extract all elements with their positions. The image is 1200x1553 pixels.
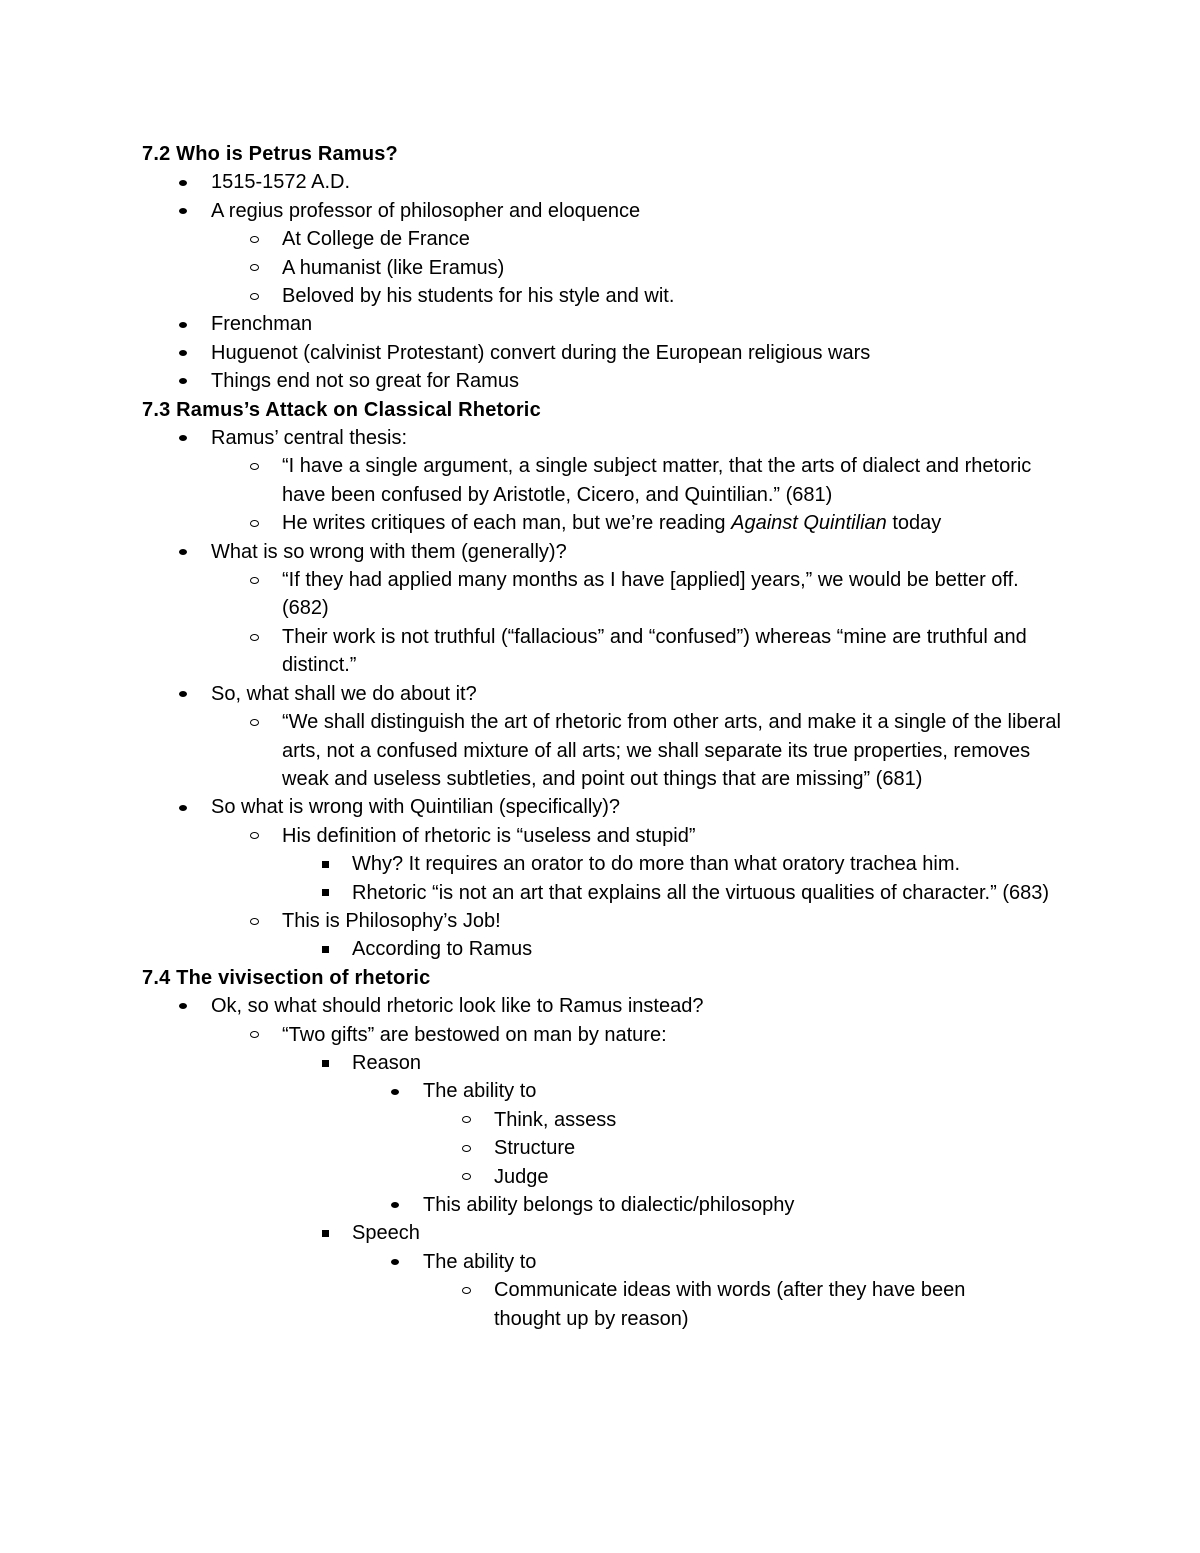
disc-bullet-icon — [176, 367, 190, 395]
list-item — [142, 310, 1072, 338]
list-item — [142, 935, 1072, 963]
list-item — [142, 1248, 1072, 1276]
list-item — [142, 907, 1072, 935]
list-item — [142, 992, 1072, 1020]
list-item — [142, 424, 1072, 452]
disc-bullet-icon — [176, 992, 190, 1020]
list-item — [142, 566, 1062, 623]
circle-bullet-icon — [459, 1163, 473, 1191]
list-item — [142, 850, 1072, 878]
list-item — [142, 708, 1072, 793]
square-bullet-icon — [318, 935, 332, 963]
list-item-text-part: He writes critiques of each man, but we’re reading — [282, 512, 726, 535]
list-item-text: A humanist (like Eramus) — [282, 256, 505, 279]
list-item-text: Their work is not truthful (“fallacious” and “confused”) whereas “mine are truthful and distinct.” — [282, 625, 1027, 677]
list-item — [142, 538, 1072, 566]
list-item — [142, 225, 1072, 253]
list-item-text: “We shall distinguish the art of rhetoric from other arts, and make it a single of the liberal arts, not a confused mixture of all arts; we shall separate its true properties, removes weak and useless subtleties, and point out things that are missing” (681) — [282, 711, 1061, 790]
list-item-text: Beloved by his students for his style and wit. — [282, 285, 675, 308]
circle-bullet-icon — [459, 1134, 473, 1162]
book-title: Against Quintilian — [731, 512, 887, 535]
list-item-text: Huguenot (calvinist Protestant) convert during the European religious wars — [211, 341, 871, 364]
list-item-text: According to Ramus — [352, 938, 533, 961]
list-item — [142, 197, 1072, 225]
list-item — [142, 339, 1072, 367]
list-item — [142, 879, 1072, 907]
list-item-text: This is Philosophy’s Job! — [282, 909, 501, 932]
circle-bullet-icon — [247, 254, 261, 282]
disc-bullet-icon — [388, 1248, 402, 1276]
list-item — [142, 1021, 1072, 1049]
list-item — [142, 168, 1072, 196]
section-heading: 7.3 Ramus’s Attack on Classical Rhetoric — [142, 398, 541, 421]
list-item-text: Ok, so what should rhetoric look like to Ramus instead? — [211, 995, 704, 1018]
disc-bullet-icon — [388, 1191, 402, 1219]
list-item — [142, 680, 1072, 708]
list-item-text: The ability to — [423, 1250, 537, 1273]
disc-bullet-icon — [176, 310, 190, 338]
square-bullet-icon — [318, 1049, 332, 1077]
list-item-text — [282, 509, 1072, 537]
list-item-text: What is so wrong with them (generally)? — [211, 540, 567, 563]
list-item-text: Why? It requires an orator to do more than what oratory trachea him. — [352, 853, 961, 876]
list-item-text: At College de France — [282, 228, 470, 251]
list-item-text-part: today — [892, 512, 942, 535]
list-item-text: His definition of rhetoric is “useless and stupid” — [282, 824, 696, 847]
list-item-text: 1515-1572 A.D. — [211, 171, 350, 194]
section-heading: 7.2 Who is Petrus Ramus? — [142, 143, 398, 165]
disc-bullet-icon — [176, 424, 190, 452]
circle-bullet-icon — [247, 566, 261, 594]
list-item-text: Speech — [352, 1222, 420, 1245]
list-item — [142, 254, 1072, 282]
list-item-text: The ability to — [423, 1080, 537, 1103]
list-item-text: Frenchman — [211, 313, 313, 336]
list-item-text: A regius professor of philosopher and eloquence — [211, 199, 641, 222]
list-item — [142, 1219, 1072, 1247]
square-bullet-icon — [318, 850, 332, 878]
list-item-text: “Two gifts” are bestowed on man by nature: — [282, 1023, 667, 1046]
list-item-text: Judge — [494, 1165, 549, 1188]
circle-bullet-icon — [247, 509, 261, 537]
disc-bullet-icon — [176, 538, 190, 566]
list-item-text: So, what shall we do about it? — [211, 682, 477, 705]
disc-bullet-icon — [388, 1077, 402, 1105]
list-item-text: Ramus’ central thesis: — [211, 427, 407, 450]
list-item — [142, 793, 1072, 821]
circle-bullet-icon — [247, 623, 261, 651]
list-item-text: This ability belongs to dialectic/philosophy — [423, 1193, 795, 1216]
list-item — [142, 1276, 1014, 1333]
circle-bullet-icon — [247, 708, 261, 736]
list-item-text: Reason — [352, 1051, 421, 1074]
disc-bullet-icon — [176, 197, 190, 225]
disc-bullet-icon — [176, 168, 190, 196]
circle-bullet-icon — [247, 907, 261, 935]
list-item-text: “If they had applied many months as I have [applied] years,” we would be better off. (682) — [282, 569, 1019, 620]
list-item — [142, 1077, 1072, 1105]
list-item-text: “I have a single argument, a single subject matter, that the arts of dialect and rhetoric have been confused by Aristotle, Cicero, and Quintilian.” (681) — [282, 455, 1032, 506]
list-item-text: So what is wrong with Quintilian (specifically)? — [211, 796, 621, 819]
circle-bullet-icon — [247, 822, 261, 850]
list-item-text: Communicate ideas with words (after they have been thought up by reason) — [494, 1279, 966, 1330]
circle-bullet-icon — [247, 452, 261, 480]
list-item-text: Rhetoric “is not an art that explains all the virtuous qualities of character.” (683) — [352, 881, 1050, 904]
circle-bullet-icon — [247, 225, 261, 253]
square-bullet-icon — [318, 879, 332, 907]
list-item — [142, 452, 1072, 509]
circle-bullet-icon — [459, 1276, 473, 1304]
list-item — [142, 367, 1072, 395]
circle-bullet-icon — [247, 282, 261, 310]
disc-bullet-icon — [176, 339, 190, 367]
list-item — [142, 1191, 1072, 1219]
list-item — [142, 282, 1072, 310]
disc-bullet-icon — [176, 680, 190, 708]
list-item — [142, 1134, 1072, 1162]
list-item — [142, 822, 1072, 850]
list-item — [142, 509, 1072, 537]
list-item — [142, 1163, 1072, 1191]
list-item — [142, 1049, 1072, 1077]
disc-bullet-icon — [176, 793, 190, 821]
document-content — [142, 140, 1072, 1333]
list-item-text: Think, assess — [494, 1108, 617, 1131]
circle-bullet-icon — [247, 1021, 261, 1049]
circle-bullet-icon — [459, 1106, 473, 1134]
list-item-text: Things end not so great for Ramus — [211, 370, 519, 393]
list-item — [142, 623, 1062, 680]
list-item-text: Structure — [494, 1137, 576, 1160]
list-item — [142, 1106, 1072, 1134]
section-heading: 7.4 The vivisection of rhetoric — [142, 966, 431, 989]
square-bullet-icon — [318, 1219, 332, 1247]
